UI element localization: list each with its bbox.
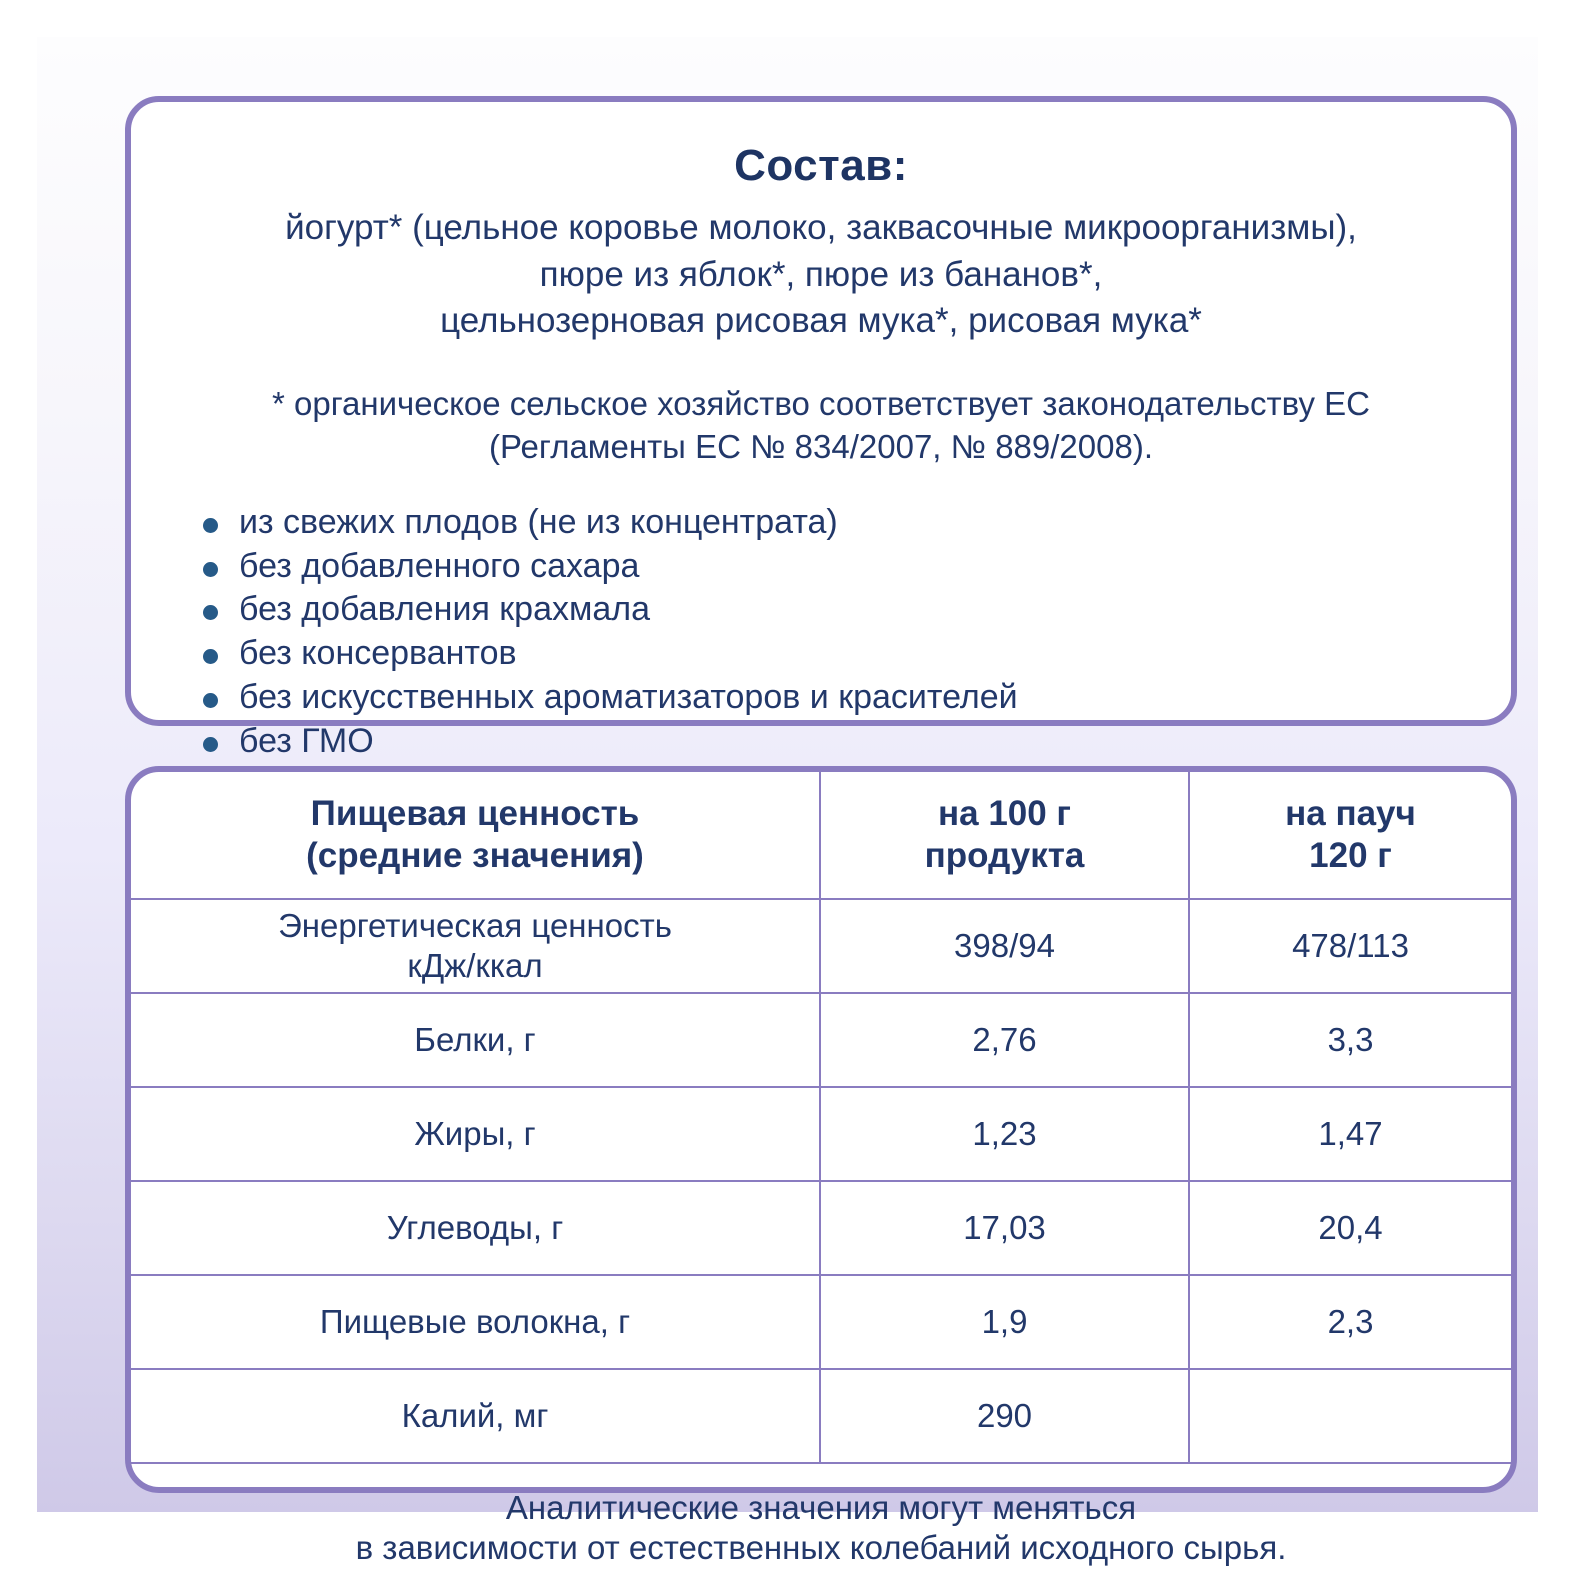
organic-note-line: (Регламенты ЕС № 834/2007, № 889/2008). [488,428,1153,466]
nutrition-table [131,772,1511,1574]
table-row [131,993,1511,1087]
cell-nutrient-label: Пищевые волокна, г [131,1275,820,1369]
header-line: на 100 г [937,794,1072,833]
table-footnote-row [131,1463,1511,1574]
claim-item [203,545,1511,589]
page-background [37,37,1538,1566]
claim-item [203,720,1511,764]
claim-label: без консервантов [239,634,517,673]
cell-per-pouch: 20,4 [1189,1181,1511,1275]
cell-per-pouch: 1,47 [1189,1087,1511,1181]
header-line: (средние значения) [306,836,644,875]
table-row [131,1087,1511,1181]
bullet-icon [203,693,218,708]
header-line: на пауч [1285,794,1416,833]
footnote-line: Аналитические значения могут меняться [505,1489,1137,1527]
cell-nutrient-label: Белки, г [131,993,820,1087]
table-row [131,1275,1511,1369]
footnote-line: в зависимости от естественных колебаний исходного сырья. [355,1529,1287,1566]
claim-item [203,676,1511,720]
cell-nutrient-label: Калий, мг [131,1369,820,1463]
claim-label: без ГМО [239,722,374,761]
cell-per-pouch [1189,1369,1511,1463]
label-line: Энергетическая ценность [278,907,672,945]
organic-note-line: * органическое сельское хозяйство соответствует законодательству ЕС [272,384,1370,422]
product-claims-list [131,501,1511,764]
claim-label: без добавленного сахара [239,546,640,585]
organic-certification-note [131,382,1511,469]
claim-label: без искусственных ароматизаторов и красителей [239,678,1018,717]
table-header-row [131,772,1511,899]
analytical-variance-note [131,1463,1511,1574]
ingredients-card [125,96,1517,761]
column-header-per-pouch [1189,772,1511,899]
cell-per-100g: 1,23 [820,1087,1189,1181]
header-line: 120 г [1309,836,1392,875]
header-line: продукта [924,836,1085,875]
claim-label: из свежих плодов (не из концентрата) [239,502,838,541]
column-header-nutrient [131,772,820,899]
cell-per-pouch: 3,3 [1189,993,1511,1087]
claim-label: без добавления крахмала [239,590,651,629]
ingredient-line: цельнозерновая рисовая мука*, рисовая мука* [440,301,1202,341]
cell-nutrient-label: Углеводы, г [131,1181,820,1275]
cell-per-pouch: 478/113 [1189,899,1511,993]
nutrition-card [125,766,1517,1566]
bullet-icon [203,737,218,752]
label-line: кДж/ккал [407,947,543,984]
header-line: Пищевая ценность [310,794,640,833]
bullet-icon [203,518,218,533]
table-row [131,1369,1511,1463]
cell-per-pouch: 2,3 [1189,1275,1511,1369]
table-row [131,1181,1511,1275]
cell-nutrient-label [131,899,820,993]
bullet-icon [203,649,218,664]
composition-title: Состав: [734,141,908,190]
cell-per-100g: 17,03 [820,1181,1189,1275]
claim-item [203,588,1511,632]
bullet-icon [203,562,218,577]
cell-per-100g: 2,76 [820,993,1189,1087]
column-header-per-100g [820,772,1189,899]
cell-nutrient-label: Жиры, г [131,1087,820,1181]
ingredient-list [131,205,1511,345]
bullet-icon [203,605,218,620]
table-row [131,899,1511,993]
cell-per-100g: 290 [820,1369,1189,1463]
claim-item [203,632,1511,676]
cell-per-100g: 398/94 [820,899,1189,993]
ingredient-line: пюре из яблок*, пюре из бананов*, [539,254,1103,294]
ingredient-line: йогурт* (цельное коровье молоко, заквасочные микроорганизмы), [285,208,1357,247]
cell-per-100g: 1,9 [820,1275,1189,1369]
claim-item [203,501,1511,545]
